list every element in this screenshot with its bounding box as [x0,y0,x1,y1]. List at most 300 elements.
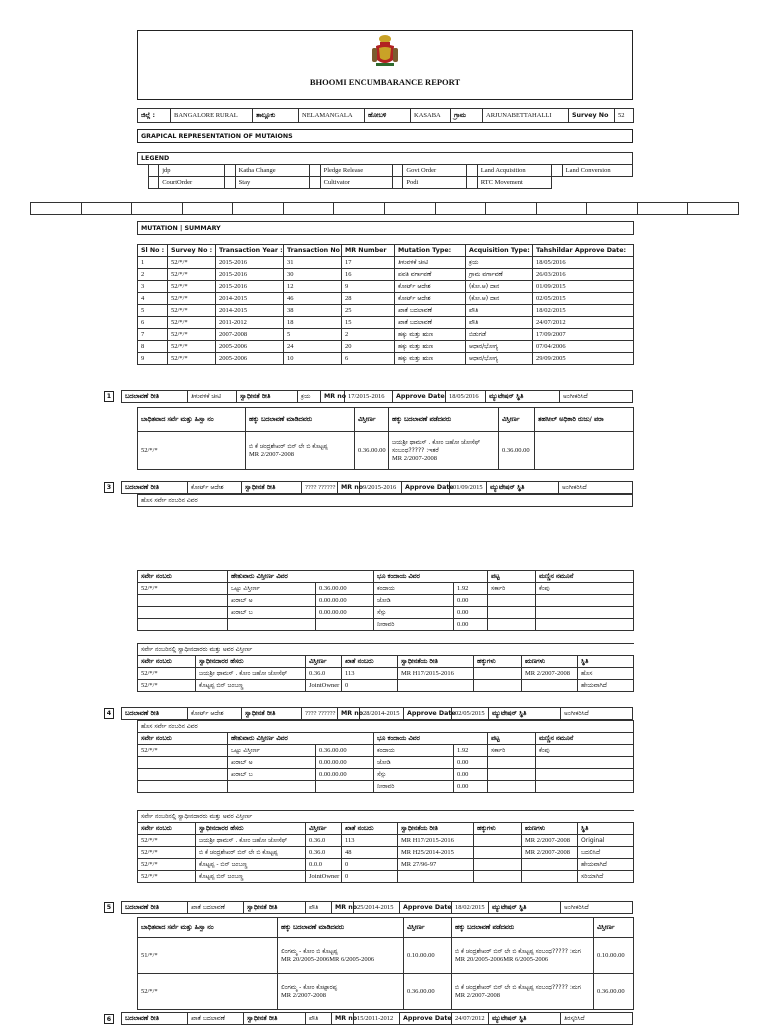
owner-cell: 52/*/* [138,859,196,871]
mutation-status-value: ತಿರಸ್ಕರಿಸಿದೆ [561,1013,633,1025]
legend-swatch [309,165,320,177]
owner-header: ಸ್ವಾಧೀನತೆಯ ರೀತಿ [398,823,474,835]
m1-from-mr: MR 2/2007-2008 [249,450,294,458]
mr-no-value: 15/2011-2012 [354,1013,400,1025]
summary-row [138,293,634,305]
summary-cell: 24/07/2012 [533,317,634,329]
summary-cell: 01/09/2015 [533,281,634,293]
tax-label: ಕಂದಾಯ [374,583,454,595]
summary-cell: 30 [284,269,342,281]
karnataka-emblem-icon [370,34,400,68]
report-title: BHOOMI ENCUMBARANCE REPORT [309,77,461,87]
owner-cell [522,859,578,871]
summary-row [138,269,634,281]
owner-header: ಹಕ್ಕುಗಳು [474,656,522,668]
m1-from-name: ಬಿ ಕೆ ಚಂದ್ರಶೇಖರ್ ಬಿನ್ ಲೇ ಬಿ ಕೊಟ್ಟಪ್ಪ [249,442,328,450]
mutation-status-label: ಮ್ಯುಟೇಷನ್ ಸ್ಥಿತಿ [487,482,559,494]
m1-to [389,432,499,470]
mutation-4-bar [121,707,632,720]
m5-header: ಹಕ್ಕು ಬದಲಾವಣೆ ಪಡೆದವರು [452,918,594,938]
summary-cell: 52/*/* [168,341,216,353]
owner-row [138,835,634,847]
owner-header: ಸ್ವಾಧೀನತೆಯ ರೀತಿ [398,656,474,668]
summary-cell: ಕ್ರಯ [466,257,533,269]
m1-survey: 52/*/* [138,432,246,470]
mutation-6-bar [121,1012,632,1025]
approve-date-label: Approve Date [402,482,450,494]
owner-cell: 52/*/* [138,680,196,692]
detail-survey: 52/*/* [138,745,228,757]
mutation-status-value: ಅಂಗೀಕರಿಸಿದೆ [560,391,633,403]
m5-area-from: 0.10.00.00 [404,938,452,974]
summary-cell: ಖಾತೆ ಬದಲಾವಣೆ [395,317,466,329]
owner-row [138,871,634,883]
summary-cell: ಬಿಡುಗಡೆ [466,329,533,341]
hdr-survey-no: ಸರ್ವೇ ನಂಬರು [138,733,228,745]
legend-govt-order: Govt Order [403,165,467,177]
owner-cell [474,835,522,847]
summary-cell: 10 [284,353,342,365]
owner-cell: ಜಯಶ್ರೀ ಥಾಮಸ್ . ಕೋಂ ಜಹೋ ಜೋಸೆಫ್ [196,668,306,680]
report-header [137,30,633,100]
tax-value: 1.92 [454,583,488,595]
summary-header: Survey No : [168,245,216,257]
owners-caption: ಸರ್ವೇ ನಂಬರಿನಲ್ಲಿ ಸ್ವಾಧೀನದಾರರು ಮತ್ತು ಅವರ ವಿಸ್ತೀರ್ಣ [138,811,634,823]
summary-cell: 16 [342,269,395,281]
mutation-status-value: ಅಂಗೀಕರಿಸಿದೆ [561,902,633,914]
summary-cell: ಪವತಿ ವರ್ಗಾವಣೆ [395,269,466,281]
m1-header: ಹಕ್ಕು ಬದಲಾವಣೆ ಮಾಡಿದವರು [246,408,355,432]
summary-cell: 02/05/2015 [533,293,634,305]
summary-cell: 52/*/* [168,317,216,329]
tax-value: 0.00 [454,619,488,631]
summary-cell: 2015-2016 [216,281,284,293]
owner-cell: 48 [342,847,398,859]
area-label: ಖರಾಬ್ ಬ [228,769,316,781]
summary-cell: 2 [342,329,395,341]
patta-value: ಸರ್ಕಾರಿ [488,583,536,595]
m1-from [246,432,355,470]
owner-cell [474,680,522,692]
mutation-number: 4 [104,708,114,719]
owner-cell [522,871,578,883]
owner-header: ವಿಸ್ತೀರ್ಣ [306,823,342,835]
owner-cell: 52/*/* [138,847,196,859]
owner-cell: ಕೊಟ್ಟಪ್ಪ ಬಿನ್ ಜಂಬಣ್ಣ [196,680,306,692]
summary-cell: 2015-2016 [216,269,284,281]
m5-from-name: ಲಿಂಗಮ್ಮ - ಕೋಂ ಬಿ ಕೊಟ್ಟಪ್ಪ [281,947,338,955]
tax-label: ನೀರಾವರಿ [374,781,454,793]
tax-value: 0.00 [454,595,488,607]
mutation-status-label: ಮ್ಯುಟೇಷನ್ ಸ್ಥಿತಿ [486,391,560,403]
summary-cell: 29/09/2005 [533,353,634,365]
owner-header: ಖಾತೆ ನಂಬರು [342,656,398,668]
summary-cell: 1 [138,257,168,269]
m5-to-mr: MR 2/2007-2008 [455,991,500,999]
m1-officer [535,432,634,470]
summary-cell: 18/05/2016 [533,257,634,269]
mr-no-value: 25/2014-2015 [354,902,400,914]
approve-date-value: 18/02/2015 [452,902,489,914]
approve-date-label: Approve Date [400,1013,452,1025]
legend-swatch [392,177,403,189]
summary-cell: 5 [138,305,168,317]
legend [137,152,633,189]
summary-cell: 2005-2006 [216,341,284,353]
summary-cell: 6 [342,353,395,365]
owner-cell: 0.36.0 [306,668,342,680]
owner-cell: MR H17/2015-2016 [398,668,474,680]
m1-header: ವಿಸ್ತೀರ್ಣ [499,408,535,432]
hdr-soil: ಮಣ್ಣಿನ ನಮೂನೆ [536,733,634,745]
m5-to-name: ಬಿ ಕೆ ಚಂದ್ರಶೇಖರ್ ಬಿನ್ ಲೇ ಬಿ ಕೊಟ್ಟಪ್ಪ ಸಂಬಂಧ????? :ಮಗ [455,983,581,991]
summary-cell: 9 [138,353,168,365]
summary-cell: 18/02/2015 [533,305,634,317]
patta-value: ಸರ್ಕಾರಿ [488,745,536,757]
mutation-status-label: ಮ್ಯುಟೇಷನ್ ಸ್ಥಿತಿ [489,1013,561,1025]
summary-cell: 2011-2012 [216,317,284,329]
owner-cell: ಹೊಸ [578,668,634,680]
legend-swatch [148,177,159,189]
m5-to [452,974,594,1010]
m5-header: ಬಾಧಿತವಾದ ಸರ್ವೆ ಮತ್ತು ಹಿಸ್ಸಾ ನಂ [138,918,278,938]
legend-podi: Podi [403,177,467,189]
summary-header: MR Number [342,245,395,257]
hdr-area-detail: ಹೇತುವಾರು ವಿಸ್ತೀರ್ಣ ವಿವರ [228,733,374,745]
owner-cell [398,871,474,883]
summary-title: MUTATION | SUMMARY [138,222,634,235]
area-value: 0.00.00.00 [316,595,374,607]
owner-cell: ಜಯಶ್ರೀ ಥಾಮಸ್ . ಕೋಂ ಜಹೋ ಜೋಸೆಫ್ [196,835,306,847]
tax-value: 0.00 [454,781,488,793]
hdr-tax-detail: ಭೂ ಕಂದಾಯ ವಿವರ [374,733,488,745]
owner-cell: MR H25/2014-2015 [398,847,474,859]
change-type-value: ತಿಳುವಳಿಕೆ ಚೀಟಿ [188,391,237,403]
summary-cell: ಪೌತಿ [466,305,533,317]
owner-cell: 113 [342,668,398,680]
summary-cell: 52/*/* [168,281,216,293]
owner-cell: 0.36.0 [306,847,342,859]
change-type-label: ಬದಲಾವಣೆ ರೀತಿ [122,1013,188,1025]
mr-no-label: MR no [338,708,360,720]
legend-land-acquisition: Land Acquisition [477,165,551,177]
change-type-value: ಖಾತೆ ಬದಲಾವಣೆ [188,902,244,914]
mutation-status-value: ಅಂಗೀಕರಿಸಿದೆ [561,708,633,720]
mutation-number: 1 [104,391,114,402]
mr-no-label: MR no [321,391,345,403]
summary-row [138,341,634,353]
m5-to-name: ಬಿ ಕೆ ಚಂದ್ರಶೇಖರ್ ಬಿನ್ ಲೇ ಬಿ ಕೊಟ್ಟಪ್ಪ ಸಂಬಂಧ????? :ಮಗ [455,947,581,955]
area-label: ಖರಾಬ್ ಅ [228,757,316,769]
acq-type-label: ಸ್ವಾಧೀನತೆ ರೀತಿ [242,708,302,720]
m3-new-survey [137,494,633,507]
owner-cell: ಕೊಟ್ಟಪ್ಪ - ಬಿನ್ ಜಂಬಣ್ಣ [196,859,306,871]
summary-cell: ಹಕ್ಕು ಮತ್ತು ಋಣ [395,329,466,341]
change-type-value: ಕೋರ್ಟ್ ಆದೇಶ [188,708,242,720]
acq-type-value: ???? ?????? [302,482,338,494]
m5-header: ಹಕ್ಕು ಬದಲಾವಣೆ ಮಾಡಿದವರು [278,918,404,938]
m5-survey: 51/*/* [138,938,278,974]
legend-swatch [309,177,320,189]
summary-cell: 17 [342,257,395,269]
summary-cell: 15 [342,317,395,329]
legend-katha-change: Katha Change [235,165,309,177]
legend-pledge-release: Pledge Release [320,165,392,177]
mutation-5-detail [137,917,633,1010]
owner-cell: JointOwner [306,680,342,692]
legend-swatch [392,165,403,177]
summary-header: Sl No : [138,245,168,257]
owner-cell: ಹೇಯವಾಗಿದೆ [578,680,634,692]
grapical-heading: GRAPICAL REPRESENTATION OF MUTAIONS [137,129,633,143]
acq-type-value: ???? ?????? [302,708,338,720]
owner-header: ಸ್ಥಿತಿ [578,823,634,835]
mr-no-label: MR no [332,902,354,914]
summary-cell: 28 [342,293,395,305]
summary-cell: 3 [138,281,168,293]
m5-to-mr: MR 20/2005-2006MR 6/2005-2006 [455,955,549,963]
owner-cell: MR 27/96-97 [398,859,474,871]
soil-value: ಕೆಂಪು [536,583,634,595]
tax-label: ನೀರಾವರಿ [374,619,454,631]
owner-cell: 52/*/* [138,871,196,883]
summary-cell: 12 [284,281,342,293]
summary-cell: 38 [284,305,342,317]
legend-swatch [225,177,236,189]
summary-cell: ಕೋರ್ಟ್ ಆದೇಶ [395,293,466,305]
summary-cell: ಖಾತೆ ಬದಲಾವಣೆ [395,305,466,317]
mr-no-label: MR no [332,1013,354,1025]
owner-cell [522,680,578,692]
new-survey-caption: ಹೊಸ ಸರ್ವೇ ನಂಬರಿನ ವಿವರ [138,721,634,733]
mutation-number: 3 [104,482,114,493]
summary-cell: ಗ್ರಾಮ ವರ್ಗಾವಣೆ [466,269,533,281]
owner-header: ಋಣಗಳು [522,656,578,668]
owner-cell: ಕೊಟ್ಟಪ್ಪ ಬಿನ್ ಜಂಬಣ್ಣ [196,871,306,883]
acq-type-value: ಪೌತಿ [306,902,332,914]
change-type-label: ಬದಲಾವಣೆ ರೀತಿ [122,391,188,403]
legend-land-conversion: Land Conversion [562,165,632,177]
owner-cell: 52/*/* [138,835,196,847]
hdr-tax-detail: ಭೂ ಕಂದಾಯ ವಿವರ [374,571,488,583]
approve-date-value: 01/09/2015 [450,482,487,494]
hdr-patta: ಪಟ್ಟ [488,733,536,745]
summary-row [138,305,634,317]
m1-header: ಹಕ್ಕು ಬದಲಾವಣೆ ಪಡೆದವರು [389,408,499,432]
tax-label: ಕಂದಾಯ [374,745,454,757]
owner-cell: MR H17/2015-2016 [398,835,474,847]
new-survey-caption: ಹೊಸ ಸರ್ವೇ ನಂಬರಿನ ವಿವರ [138,495,633,507]
summary-header: Transaction Year : [216,245,284,257]
summary-cell: 46 [284,293,342,305]
mutation-timeline [30,202,739,215]
m1-header: ವಿಸ್ತೀರ್ಣ [355,408,389,432]
hdr-survey-no: ಸರ್ವೇ ನಂಬರು [138,571,228,583]
m5-area-from: 0.36.00.00 [404,974,452,1010]
summary-cell: 52/*/* [168,257,216,269]
mutation-status-label: ಮ್ಯುಟೇಷನ್ ಸ್ಥಿತಿ [489,902,561,914]
m5-from [278,974,404,1010]
owner-cell: 0 [342,871,398,883]
summary-cell: 18 [284,317,342,329]
m1-header: ತಹಸೀಲ್ ಅಧಿಕಾರಿ ರುಜು/ ಪರಾ [535,408,634,432]
owner-cell [474,847,522,859]
m5-area-to: 0.36.00.00 [594,974,634,1010]
mutation-summary [137,221,633,365]
area-value: 0.36.00.00 [316,745,374,757]
summary-cell: ಪೌತಿ [466,317,533,329]
summary-cell: 52/*/* [168,353,216,365]
summary-cell: 2014-2015 [216,305,284,317]
legend-swatch [225,165,236,177]
tax-value: 0.00 [454,757,488,769]
summary-row [138,317,634,329]
summary-cell: 9 [342,281,395,293]
summary-header: Transaction No [284,245,342,257]
mutation-3-bar [121,481,632,494]
taluk-label: ತಾಲ್ಲೂಕು [253,109,299,123]
summary-cell: ಆಧಾರ/ಭೋಗ್ಯ [466,341,533,353]
m5-from-name: ಲಿಂಗಮ್ಮ - ಕೋಂ ಕೊಟ್ಟಾರಪ್ಪ [281,983,338,991]
summary-row [138,281,634,293]
tax-label: ಸೆಸ್ಸು [374,769,454,781]
legend-swatch [467,165,478,177]
approve-date-label: Approve Date [404,708,452,720]
owner-cell [474,859,522,871]
owner-cell [474,668,522,680]
summary-cell: 31 [284,257,342,269]
summary-cell: 8 [138,341,168,353]
location-row [137,108,633,123]
approve-date-label: Approve Date [400,902,452,914]
summary-cell: ಕೋರ್ಟ್ ಆದೇಶ [395,281,466,293]
summary-cell: ಹಕ್ಕು ಮತ್ತು ಋಣ [395,353,466,365]
soil-value: ಕೆಂಪು [536,745,634,757]
change-type-label: ಬದಲಾವಣೆ ರೀತಿ [122,708,188,720]
acq-type-label: ಸ್ವಾಧೀನತೆ ರೀತಿ [244,902,306,914]
tax-label: ಸೆಸ್ಸು [374,607,454,619]
owner-header: ಸ್ವಾಧೀನದಾರರ ಹೆಸರು [196,823,306,835]
summary-cell: 24 [284,341,342,353]
summary-header: Mutation Type: [395,245,466,257]
summary-cell: 17/09/2007 [533,329,634,341]
detail-survey: 52/*/* [138,583,228,595]
summary-cell: 5 [284,329,342,341]
mutation-status-value: ಅಂಗೀಕರಿಸಿದೆ [559,482,633,494]
change-type-value: ಖಾತೆ ಬದಲಾವಣೆ [188,1013,244,1025]
summary-cell: 52/*/* [168,269,216,281]
change-type-label: ಬದಲಾವಣೆ ರೀತಿ [122,482,188,494]
area-label: ಒಟ್ಟು ವಿಸ್ತೀರ್ಣ [228,583,316,595]
summary-cell: 7 [138,329,168,341]
owner-header: ಋಣಗಳು [522,823,578,835]
m1-to-name: ಜಯಶ್ರೀ ಥಾಮಸ್ . ಕೋಂ ಜಹೋ ಜೋಸೆಫ್ ಸಂಬಂಧ????? :ಇತರೆ [392,438,481,454]
summary-cell: 20 [342,341,395,353]
owner-cell: Original [578,835,634,847]
summary-cell: 07/04/2006 [533,341,634,353]
area-label: ಖರಾಬ್ ಬ [228,607,316,619]
summary-cell: 2 [138,269,168,281]
tax-value: 0.00 [454,769,488,781]
owner-cell: MR 2/2007-2008 [522,835,578,847]
m3-owners [137,643,633,692]
acq-type-label: ಸ್ವಾಧೀನತೆ ರೀತಿ [237,391,298,403]
area-label: ಖರಾಬ್ ಅ [228,595,316,607]
owner-cell: 113 [342,835,398,847]
owner-cell [398,680,474,692]
summary-cell: 26/03/2016 [533,269,634,281]
legend-swatch [467,177,478,189]
village-value: ARJUNABETTAHALLI [483,109,569,123]
legend-court-order: CourtOrder [159,177,225,189]
owner-row [138,668,634,680]
survey-label: Survey No [569,109,615,123]
m1-area-from: 0.36.00.00 [355,432,389,470]
m5-from [278,938,404,974]
m5-from-mr: MR 2/2007-2008 [281,991,326,999]
owner-row [138,680,634,692]
acq-type-value: ಕ್ರಯ [298,391,321,403]
legend-title: LEGEND [138,153,633,165]
m5-header: ವಿಸ್ತೀರ್ಣ [404,918,452,938]
summary-header: Acquisition Type: [466,245,533,257]
approve-date-label: Approve Date [393,391,446,403]
legend-swatch [552,165,563,177]
owner-header: ಸ್ಥಿತಿ [578,656,634,668]
m5-survey: 52/*/* [138,974,278,1010]
owner-header: ಹಕ್ಕುಗಳು [474,823,522,835]
mr-no-label: MR no [338,482,360,494]
summary-cell: 6 [138,317,168,329]
owner-cell: 0 [342,680,398,692]
owner-cell: ಬದಲಿಸಿದೆ [578,847,634,859]
owner-row [138,847,634,859]
owners-caption: ಸರ್ವೇ ನಂಬರಿನಲ್ಲಿ ಸ್ವಾಧೀನದಾರರು ಮತ್ತು ಅವರ ವಿಸ್ತೀರ್ಣ [138,644,634,656]
owner-cell: 52/*/* [138,668,196,680]
m3-area-detail [137,570,633,631]
summary-cell: ಹಕ್ಕು ಮತ್ತು ಋಣ [395,341,466,353]
summary-cell: 2014-2015 [216,293,284,305]
owner-row [138,859,634,871]
owner-header: ಸ್ವಾಧೀನದಾರರ ಹೆಸರು [196,656,306,668]
approve-date-value: 18/05/2016 [446,391,486,403]
summary-cell: 2007-2008 [216,329,284,341]
summary-cell: (ಕೋ.ಆ) ದಾನ [466,293,533,305]
area-value: 0.00.00.00 [316,769,374,781]
owner-cell: MR 2/2007-2008 [522,847,578,859]
owner-cell: 0.36.0 [306,835,342,847]
m5-header: ವಿಸ್ತೀರ್ಣ [594,918,634,938]
summary-cell: (ಕೋ.ಆ) ದಾನ [466,281,533,293]
owner-cell: 0.0.0 [306,859,342,871]
mutation-number: 5 [104,902,114,913]
summary-cell: 52/*/* [168,329,216,341]
mutation-number: 6 [104,1014,114,1024]
acq-type-value: ಪೌತಿ [306,1013,332,1025]
owner-cell: ಸರಿಯಾಗಿದೆ [578,871,634,883]
area-value: 0.00.00.00 [316,757,374,769]
mutation-status-label: ಮ್ಯುಟೇಷನ್ ಸ್ಥಿತಿ [489,708,561,720]
m5-to [452,938,594,974]
m1-header: ಬಾಧಿತವಾದ ಸರ್ವೆ ಮತ್ತು ಹಿಸ್ಸಾ ನಂ [138,408,246,432]
m1-to-mr: MR 2/2007-2008 [392,454,437,462]
survey-value: 52 [615,109,634,123]
hdr-area-detail: ಹೇತುವಾರು ವಿಸ್ತೀರ್ಣ ವಿವರ [228,571,374,583]
area-value: 0.36.00.00 [316,583,374,595]
owner-cell: ಹೇಯವಾಗಿದೆ [578,859,634,871]
owner-cell: ಬಿ ಕೆ ಚಂದ್ರಶೇಖರ್ ಬಿನ್ ಲೇ ಬಿ ಕೊಟ್ಟಪ್ಪ [196,847,306,859]
acq-type-label: ಸ್ವಾಧೀನತೆ ರೀತಿ [242,482,302,494]
